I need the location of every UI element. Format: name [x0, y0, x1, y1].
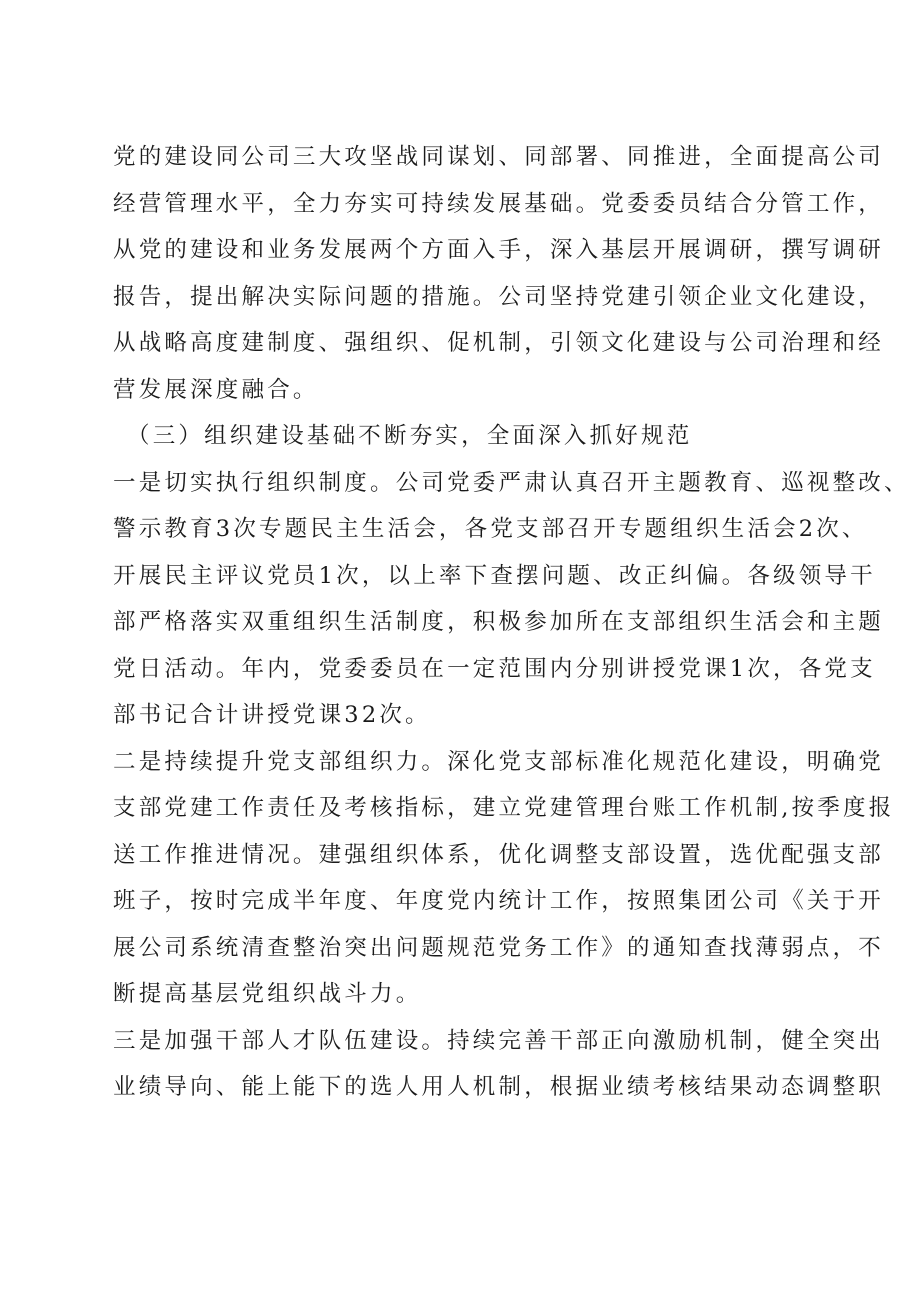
text-line: 党日活动。年内，党委委员在一定范围内分别讲授党课1次，各党支 [113, 655, 876, 682]
text-line: 从党的建设和业务发展两个方面入手，深入基层开展调研，撰写调研 [113, 237, 885, 263]
paragraph-party-building-strategy [113, 134, 885, 413]
text-line: 开展民主评议党员1次，以上率下查摆问题、改正纠偏。各级领导干 [113, 562, 876, 589]
document-body [113, 134, 910, 1111]
text-line: 三是加强干部人才队伍建设。持续完善干部正向激励机制，健全突出 [113, 1027, 885, 1054]
text-line: 警示教育3次专题民主生活会，各党支部召开专题组织生活会2次、 [113, 516, 868, 542]
text-line: 班子，按时完成半年度、年度党内统计工作，按照集团公司《关于开 [113, 888, 885, 914]
text-line: 二是持续提升党支部组织力。深化党支部标准化规范化建设，明确党 [113, 748, 885, 775]
text-line: 从战略高度建制度、强组织、促机制，引领文化建设与公司治理和经 [113, 330, 885, 356]
text-line: 党的建设同公司三大攻坚战同谋划、同部署、同推进，全面提高公司 [113, 144, 885, 170]
text-line: 营发展深度融合。 [113, 376, 319, 403]
paragraph-branch-organization-power [113, 739, 895, 1018]
text-line: 报告，提出解决实际问题的措施。公司坚持党建引领企业文化建设， [113, 283, 885, 310]
text-line: 断提高基层党组织战斗力。 [113, 981, 422, 1007]
text-line: 展公司系统清查整治突出问题规范党务工作》的通知查找薄弱点，不 [113, 934, 885, 961]
text-line: 部严格落实双重组织生活制度，积极参加所在支部组织生活会和主题 [113, 609, 885, 635]
heading-text: （三）组织建设基础不断夯实，全面深入抓好规范 [127, 423, 693, 449]
section-heading-3 [113, 413, 813, 460]
text-line: 部书记合计讲授党课32次。 [113, 702, 431, 728]
paragraph-organization-system [113, 460, 910, 739]
paragraph-cadre-talent [113, 1018, 885, 1111]
text-line: 经营管理水平，全力夯实可持续发展基础。党委委员结合分管工作， [113, 190, 885, 217]
text-line: 一是切实执行组织制度。公司党委严肃认真召开主题教育、巡视整改、 [113, 469, 910, 496]
text-line: 支部党建工作责任及考核指标，建立党建管理台账工作机制,按季度报 [113, 795, 895, 821]
text-line: 业绩导向、能上能下的选人用人机制，根据业绩考核结果动态调整职 [113, 1074, 885, 1100]
text-line: 送工作推进情况。建强组织体系，优化调整支部设置，选优配强支部 [113, 841, 885, 868]
